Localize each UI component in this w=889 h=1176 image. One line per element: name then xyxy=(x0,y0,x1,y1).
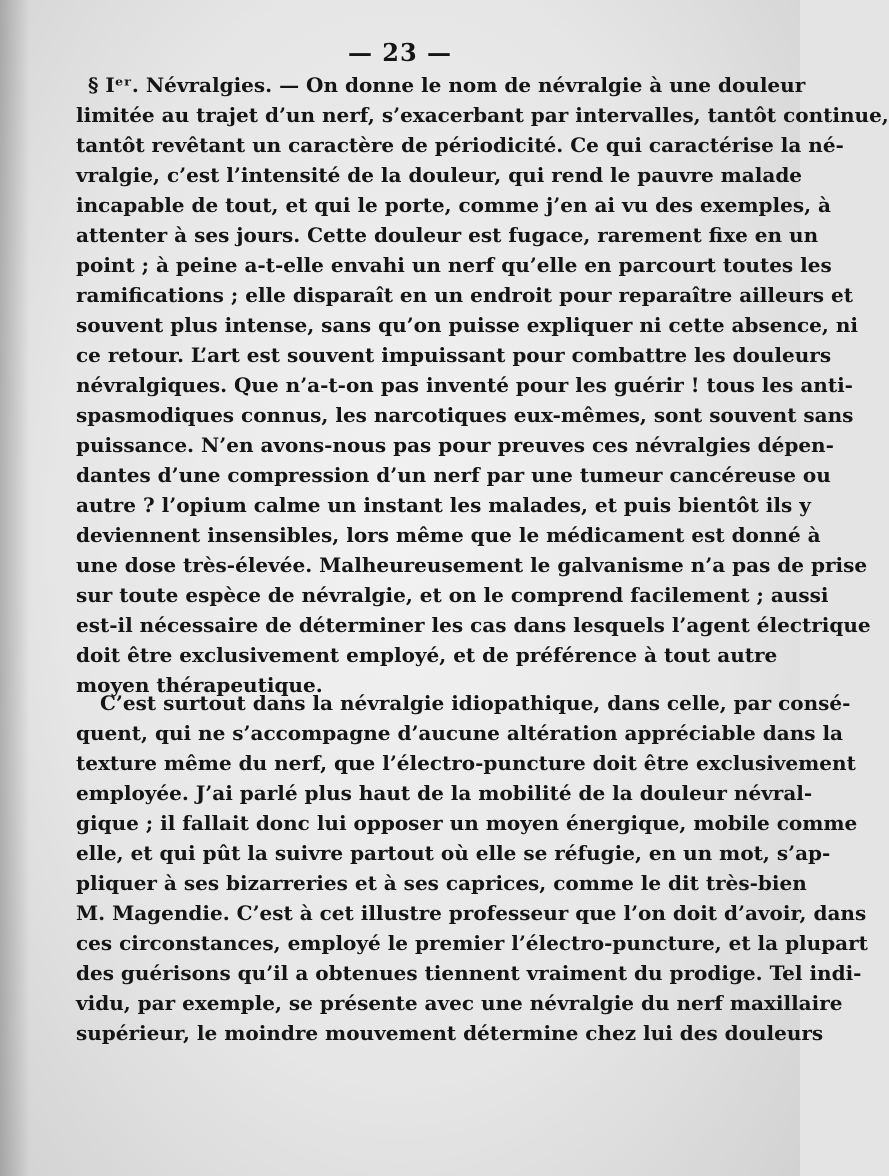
text-line: moyen thérapeutique. xyxy=(76,673,323,697)
text-line: tantôt revêtant un caractère de périodicité. Ce qui caractérise la né- xyxy=(76,133,844,157)
text-line: employée. J’ai parlé plus haut de la mobilité de la douleur névral- xyxy=(76,781,813,805)
text-line: deviennent insensibles, lors même que le médicament est donné à xyxy=(76,523,821,547)
text-line: ces circonstances, employé le premier l’électro-puncture, et la plupart xyxy=(76,931,868,955)
text-line: gique ; il fallait donc lui opposer un moyen énergique, mobile comme xyxy=(76,811,858,835)
text-line: dantes d’une compression d’un nerf par une tumeur cancéreuse ou xyxy=(76,463,831,487)
text-line: doit être exclusivement employé, et de préférence à tout autre xyxy=(76,643,778,667)
text-line: pliquer à ses bizarreries et à ses caprices, comme le dit très-bien xyxy=(76,871,807,895)
text-line: vidu, par exemple, se présente avec une névralgie du nerf maxillaire xyxy=(76,991,843,1015)
text-line: vralgie, c’est l’intensité de la douleur, qui rend le pauvre malade xyxy=(76,163,803,187)
text-line: ramifications ; elle disparaît en un endroit pour reparaître ailleurs et xyxy=(76,283,853,307)
text-line: supérieur, le moindre mouvement détermine chez lui des douleurs xyxy=(76,1021,824,1045)
text-line: texture même du nerf, que l’électro-puncture doit être exclusivement xyxy=(76,751,856,775)
text-line: § Iᵉʳ. Névralgies. — On donne le nom de névralgie à une douleur xyxy=(88,73,806,97)
text-line: C’est surtout dans la névralgie idiopathique, dans celle, par consé- xyxy=(100,691,851,715)
text-line: une dose très-élevée. Malheureusement le galvanisme n’a pas de prise xyxy=(76,553,868,577)
text-line: sur toute espèce de névralgie, et on le comprend facilement ; aussi xyxy=(76,583,829,607)
text-line: M. Magendie. C’est à cet illustre professeur que l’on doit d’avoir, dans xyxy=(76,901,867,925)
text-line: est-il nécessaire de déterminer les cas dans lesquels l’agent électrique xyxy=(76,613,871,637)
text-line: limitée au trajet d’un nerf, s’exacerbant par intervalles, tantôt continue, xyxy=(76,103,889,127)
text-line: puissance. N’en avons-nous pas pour preuves ces névralgies dépen- xyxy=(76,433,834,457)
text-line: attenter à ses jours. Cette douleur est fugace, rarement fixe en un xyxy=(76,223,819,247)
paragraph-electro-puncture xyxy=(76,688,868,1048)
page-number: — 23 — xyxy=(347,38,453,67)
text-line: névralgiques. Que n’a-t-on pas inventé pour les guérir ! tous les anti- xyxy=(76,373,853,397)
text-line: point ; à peine a-t-elle envahi un nerf qu’elle en parcourt toutes les xyxy=(76,253,832,277)
text-line: souvent plus intense, sans qu’on puisse expliquer ni cette absence, ni xyxy=(76,313,858,337)
text-line: ce retour. L’art est souvent impuissant pour combattre les douleurs xyxy=(76,343,832,367)
text-line: incapable de tout, et qui le porte, comme j’en ai vu des exemples, à xyxy=(76,193,832,217)
text-line: des guérisons qu’il a obtenues tiennent vraiment du prodige. Tel indi- xyxy=(76,961,862,985)
paragraph-neuralgia-definition xyxy=(76,70,889,700)
text-line: quent, qui ne s’accompagne d’aucune altération appréciable dans la xyxy=(76,721,844,745)
text-line: spasmodiques connus, les narcotiques eux-mêmes, sont souvent sans xyxy=(76,403,854,427)
text-line: autre ? l’opium calme un instant les malades, et puis bientôt ils y xyxy=(76,493,811,517)
text-line: elle, et qui pût la suivre partout où elle se réfugie, en un mot, s’ap- xyxy=(76,841,831,865)
